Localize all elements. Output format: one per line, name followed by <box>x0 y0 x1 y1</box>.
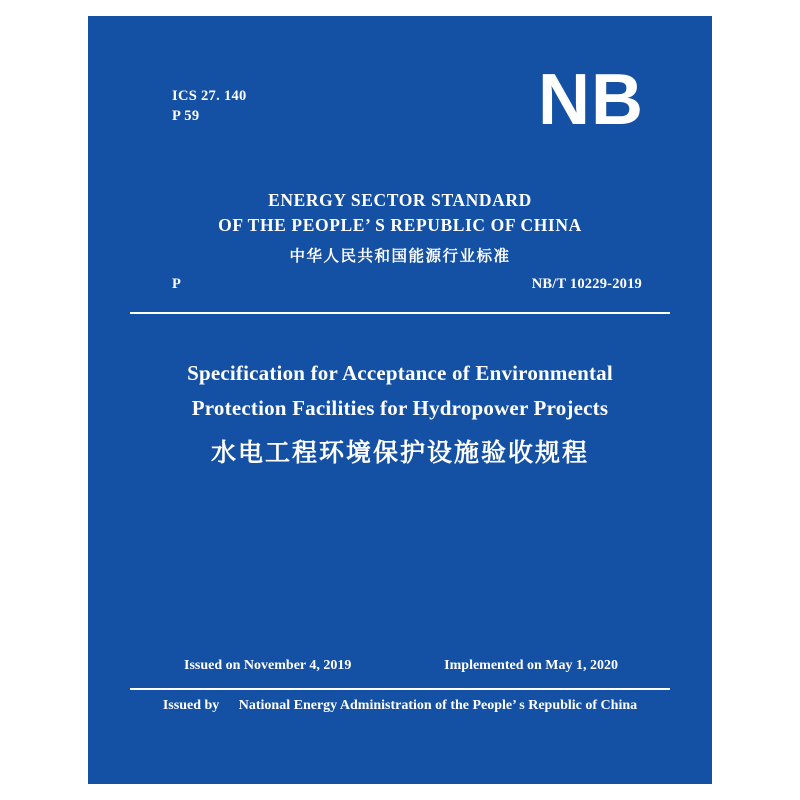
ics-block <box>172 86 247 126</box>
implemented-date: Implemented on May 1, 2020 <box>444 658 618 673</box>
code-row <box>88 276 712 298</box>
cover-top-row <box>88 16 712 156</box>
date-row <box>88 658 712 680</box>
standard-heading-chinese: 中华人民共和国能源行业标准 <box>289 247 511 265</box>
classification-code: P 59 <box>172 108 200 124</box>
title-en-line1: Specification for Acceptance of Environmental <box>187 361 613 385</box>
standard-number: NB/T 10229-2019 <box>531 276 642 292</box>
standard-heading-line1: ENERGY SECTOR STANDARD <box>268 190 532 210</box>
divider-top <box>130 312 670 314</box>
ics-code: ICS 27. 140 <box>172 88 247 104</box>
nb-logo: NB <box>538 60 644 140</box>
issued-date: Issued on November 4, 2019 <box>184 658 352 673</box>
divider-bottom <box>130 688 670 690</box>
category-code: P <box>172 276 181 292</box>
standard-cover <box>88 16 712 784</box>
document-title <box>88 356 712 476</box>
issuer-name: National Energy Administration of the People’ s Republic of China <box>238 698 638 713</box>
standard-heading <box>88 188 712 270</box>
standard-heading-line2: OF THE PEOPLE’ S REPUBLIC OF CHINA <box>218 215 582 235</box>
issued-by-label: Issued by <box>162 698 220 713</box>
title-chinese: 水电工程环境保护设施验收规程 <box>210 438 589 467</box>
issuer-row <box>88 698 712 714</box>
title-en-line2: Protection Facilities for Hydropower Projects <box>191 396 609 420</box>
